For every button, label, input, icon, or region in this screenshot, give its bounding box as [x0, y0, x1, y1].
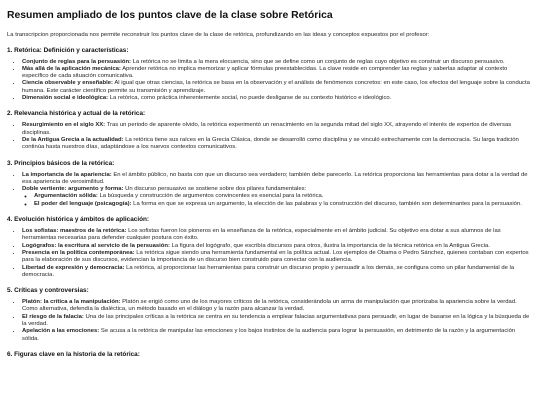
- section-heading: 4. Evolución histórica y ámbitos de aplicación:: [7, 216, 150, 224]
- item-text: La retórica, como práctica inherentemente social, no puede desligarse de su contexto histórico e ideológico.: [108, 95, 392, 102]
- sub-list: [22, 193, 531, 208]
- item-text: Tras un periodo de aparente olvido, la retórica experimentó un renacimiento en la segunda mitad del siglo XX, atrayendo el interés de expertos de diversas disciplinas.: [22, 122, 512, 136]
- item-term: Más allá de la aplicación mecánica:: [22, 65, 121, 72]
- item-term: La importancia de la apariencia:: [22, 171, 112, 178]
- item-term: El poder del lenguaje (psicagogía):: [34, 200, 132, 207]
- list-item: [22, 328, 531, 343]
- list-item: [22, 243, 531, 250]
- section-heading: 1. Retórica: Definición y características:: [7, 46, 129, 54]
- item-term: Conjunto de reglas para la persuasión:: [22, 58, 131, 65]
- item-term: Apelación a las emociones:: [22, 328, 100, 335]
- item-term: Argumentación sólida:: [34, 193, 98, 200]
- list-item: [22, 172, 531, 187]
- section-list: [7, 228, 531, 279]
- section-list: [7, 59, 531, 103]
- list-item: [22, 66, 531, 81]
- item-term: Libertad de expresión y democracia:: [22, 264, 125, 271]
- list-item: [22, 250, 531, 265]
- item-text: Aprender retórica no implica memorizar y aplicar fórmulas preestablecidas. La clave reside en comprender las reglas y saberlas adaptar al contexto específico de cada situación comunicativa.: [22, 65, 508, 80]
- list-item: [34, 193, 531, 200]
- list-item: [22, 95, 531, 102]
- list-item: [22, 228, 531, 243]
- item-term: Presencia en la política contemporánea:: [22, 249, 135, 256]
- item-text: La retórica no se limita a la mera elocuencia, sino que se define como un conjunto de reglas cuyo objetivo es construir un discurso persuasivo.: [131, 58, 505, 65]
- item-text: La retórica sigue siendo una herramienta fundamental en la política actual. Los ejemplos de Obama o Pedro Sánchez, quienes contaban con expertos para la elaboración de sus discursos, evidencian la importancia de un discurso bien construido para conectar con la audiencia.: [22, 249, 529, 264]
- item-text: La búsqueda y construcción de argumentos convincentes es esencial para la retórica.: [97, 193, 324, 200]
- item-text: Al igual que otras ciencias, la retórica se basa en la observación y el análisis de fenómenos concretos: en este caso, los efectos del lenguaje sobre la conducta humana. Este carácter científico permite su transmisión y aprendizaje.: [22, 80, 530, 94]
- section-heading: 2. Relevancia histórica y actual de la retórica:: [7, 110, 146, 118]
- list-item: [22, 80, 531, 95]
- section-heading: 3. Principios básicos de la retórica:: [7, 159, 115, 167]
- item-text: La figura del logógrafo, que escribía discursos para otros, ilustra la importancia de la técnica retórica en la Antigua Grecia.: [169, 242, 490, 249]
- list-item: [22, 122, 531, 137]
- item-text: Se acusa a la retórica de manipular las emociones y los bajos instintos de la audiencia para lograr la persuasión, en detrimento de la razón y la argumentación sólida.: [22, 328, 516, 342]
- item-text: La forma en que se expresa un argumento, la elección de las palabras y la construcción del discurso, también son determinantes para la persuasión.: [131, 200, 522, 207]
- item-term: De la Antigua Grecia a la actualidad:: [22, 136, 124, 143]
- item-term: Logógrafos: la escritura al servicio de la persuasión:: [22, 242, 170, 249]
- item-term: Resurgimiento en el siglo XX:: [22, 122, 106, 129]
- list-item: [34, 201, 531, 208]
- item-term: Dimensión social e ideológica:: [22, 95, 109, 102]
- list-item: [22, 265, 531, 280]
- page-title: Resumen ampliado de los puntos clave de la clase sobre Retórica: [7, 10, 333, 21]
- item-text: Los sofistas fueron los pioneros en la enseñanza de la retórica, especialmente en el ámbito judicial. Su objetivo era dotar a sus alumnos de las herramientas necesarias para defender cualquier postura con éxito.: [22, 228, 501, 242]
- section-heading: 5. Críticas y controversias:: [7, 287, 89, 295]
- section-list: [7, 122, 531, 151]
- list-item: [22, 59, 531, 66]
- item-term: Platón: la crítica a la manipulación:: [22, 299, 121, 306]
- sections-container: [7, 47, 531, 359]
- section-list: [7, 299, 531, 343]
- item-text: Platón se erigió como uno de los mayores críticos de la retórica, considerándola un arma de manipulación que priorizaba la apariencia sobre la verdad. Como alternativa, defendía la dialéctica, un método basado en el diálogo y la razón para alcanzar la verdad.: [22, 299, 517, 313]
- list-item: [22, 137, 531, 152]
- list-item: [22, 299, 531, 314]
- item-text: Una de las principales críticas a la retórica se centra en su tendencia a emplear falacias argumentativas para persuadir, en lugar de basarse en la lógica y la búsqueda de la verdad.: [22, 313, 530, 328]
- item-term: Ciencia observable y enseñable:: [22, 80, 114, 87]
- section-heading: 6. Figuras clave en la historia de la retórica:: [7, 350, 140, 358]
- item-text: La retórica, al proporcionar las herramientas para construir un discurso propio y persuadir a los demás, se configura como un pilar fundamental de la democracia.: [22, 264, 515, 278]
- item-text: Un discurso persuasivo se sostiene sobre dos pilares fundamentales:: [123, 186, 307, 193]
- intro-paragraph: La transcripcion proporcionada nos permite reconstruir los puntos clave de la clase de retórica, profundizando en las ideas y conceptos expuestos por el profesor:: [7, 32, 430, 38]
- item-text: La retórica tiene sus raíces en la Grecia Clásica, donde se desarrolló como disciplina y se vinculó estrechamente con la democracia. Su larga tradición continúa hasta nuestros días, adaptándose a los nuevos contextos comunicativos.: [22, 136, 519, 151]
- section-list: [7, 172, 531, 208]
- item-term: El riesgo de la falacia:: [22, 313, 84, 320]
- item-text: En el ámbito público, no basta con que un discurso sea verdadero; también debe parecerlo. La retórica proporciona las herramientas para dotar a la verdad de esa apariencia de verosimilitud.: [22, 171, 528, 185]
- item-term: Los sofistas: maestros de la retórica:: [22, 228, 127, 235]
- item-term: Doble vertiente: argumento y forma:: [22, 186, 124, 193]
- list-item: [22, 314, 531, 329]
- list-item: [22, 186, 531, 208]
